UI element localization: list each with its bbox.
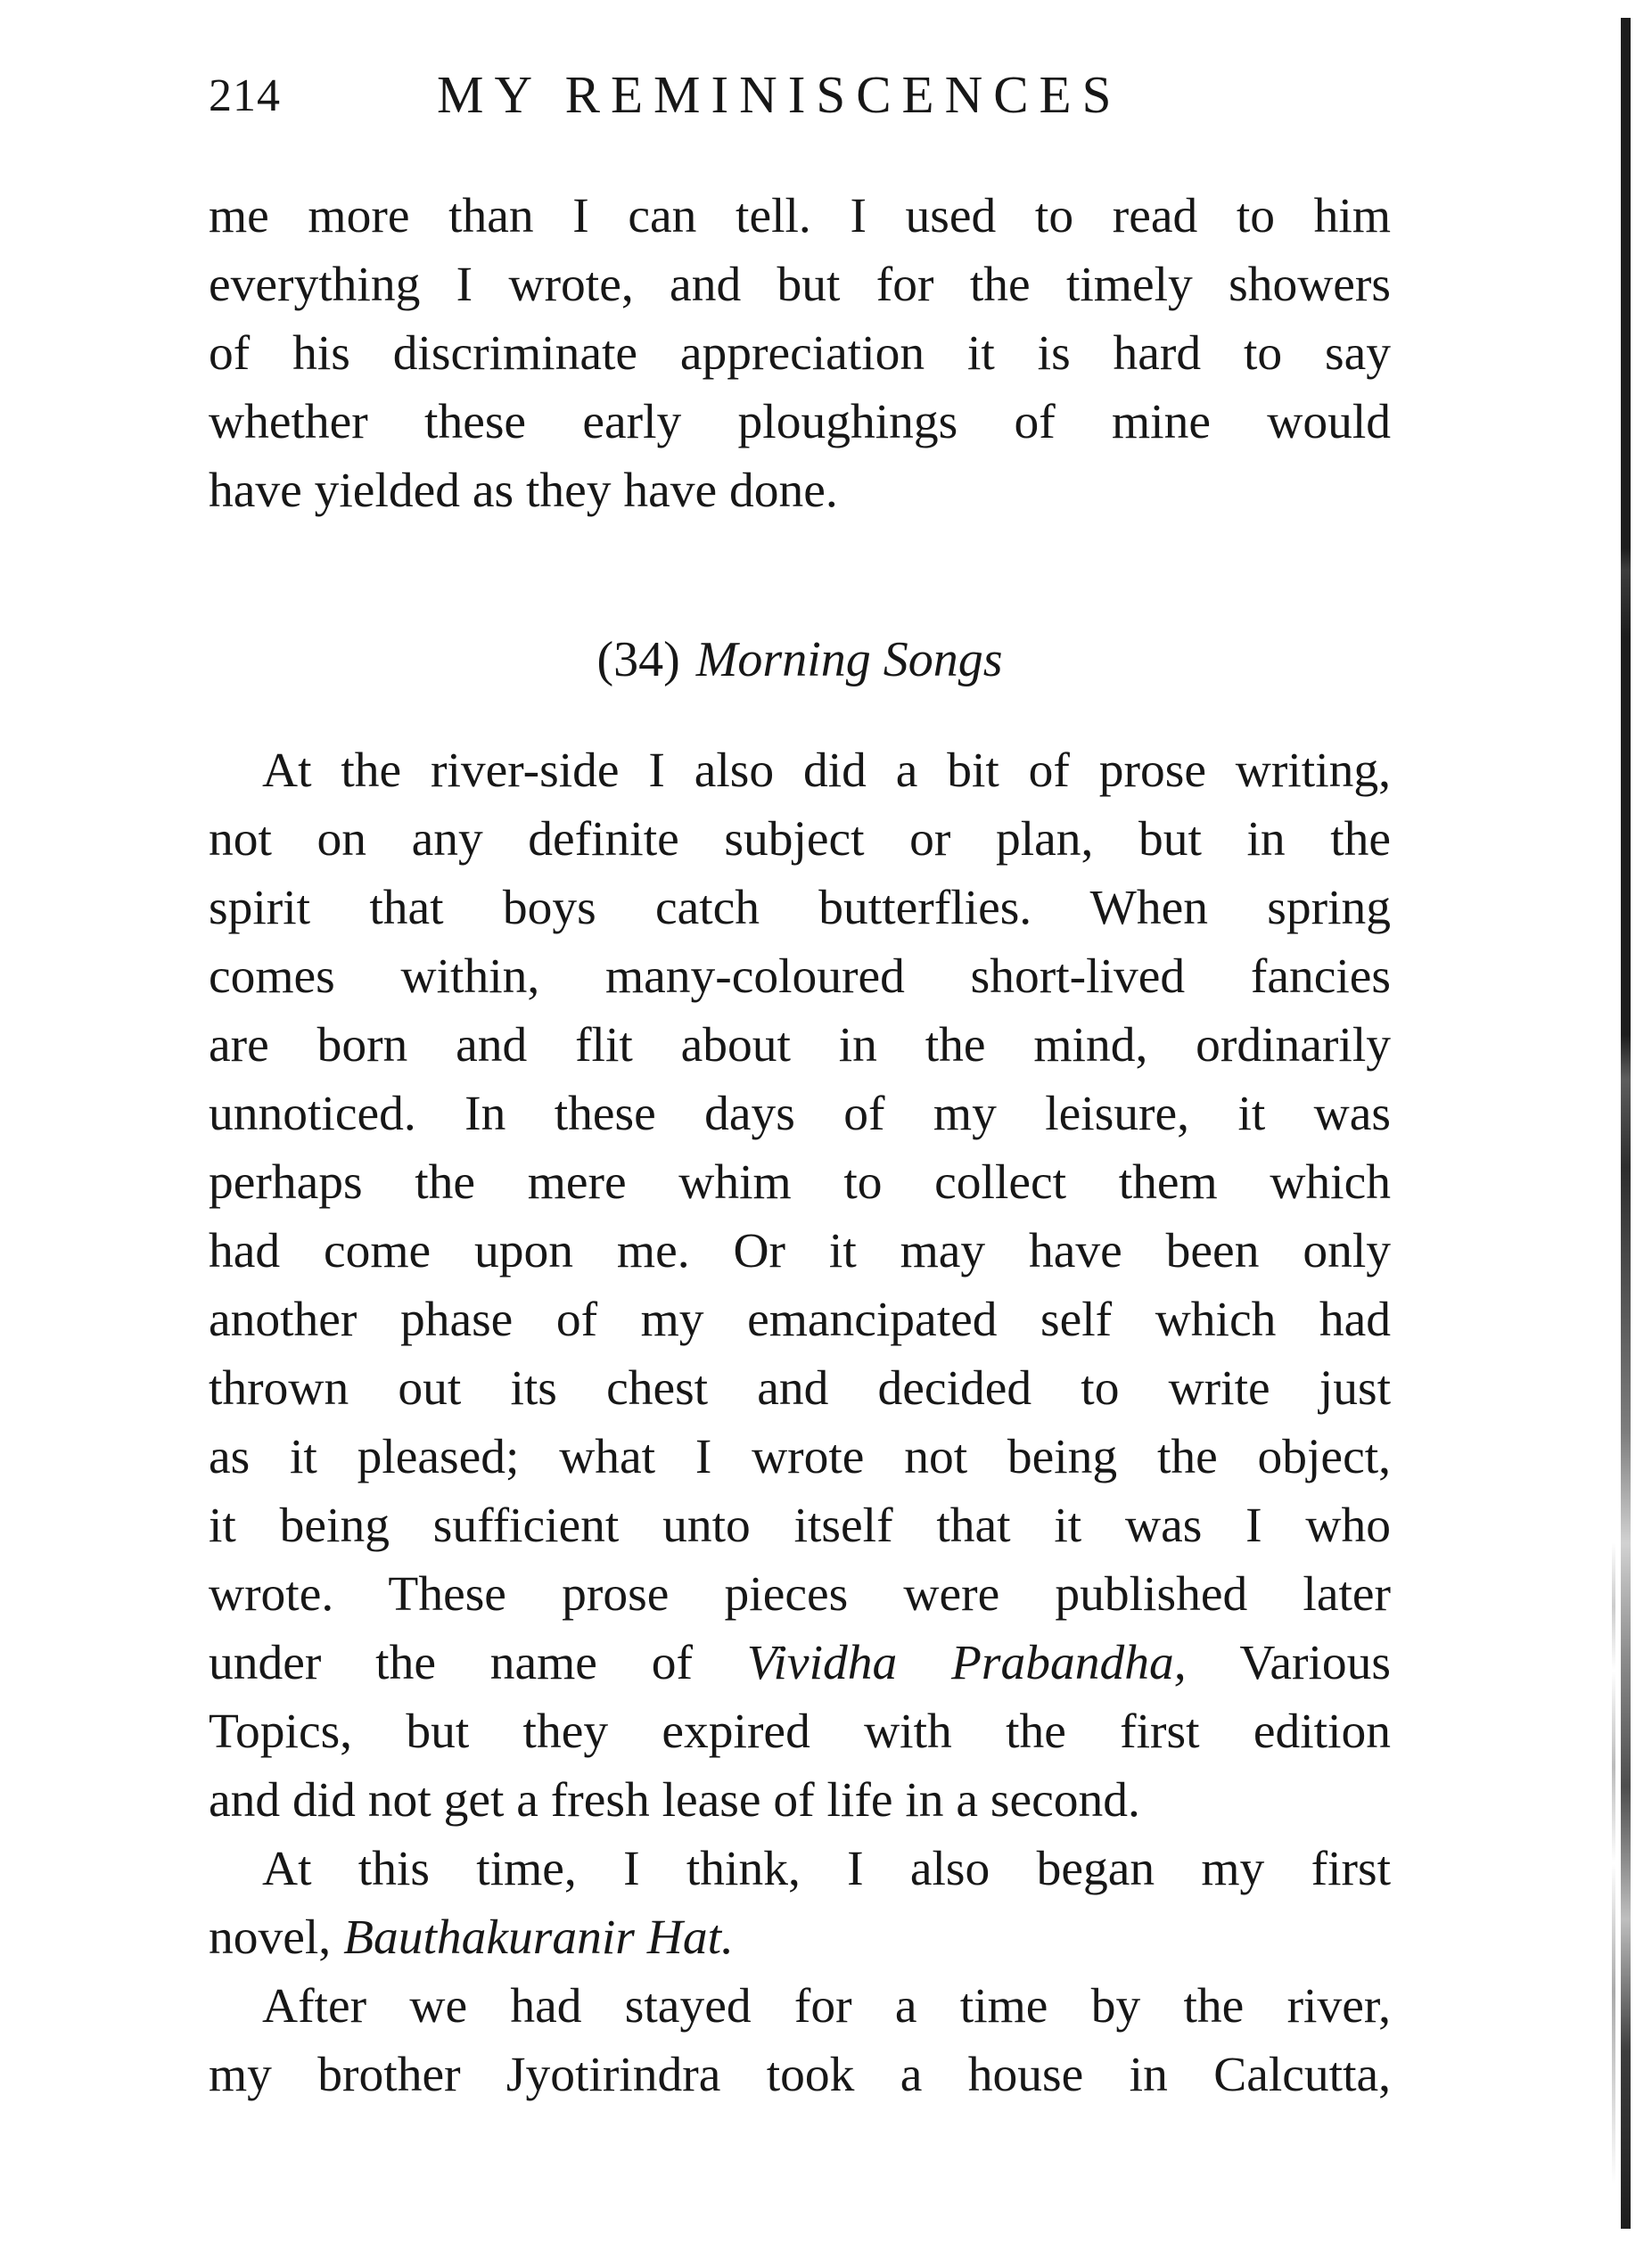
text-line: and did not get a fresh lease of life in a second. (209, 1773, 1140, 1828)
text-line: as it pleased; what I wrote not being the object, (209, 1430, 1391, 1484)
text-segment: novel, (209, 1910, 344, 1965)
text-line: At the river-side I also did a bit of prose writing, (262, 744, 1391, 798)
text-segment: under the name of (209, 1636, 747, 1690)
text-line: comes within, many-coloured short-lived fancies (209, 949, 1391, 1004)
text-line: whether these early ploughings of mine would (209, 395, 1391, 449)
text-line: another phase of my emancipated self which had (209, 1293, 1391, 1347)
text-line: At this time, I think, I also began my first (262, 1842, 1391, 1896)
page-number: 214 (209, 70, 281, 121)
text-line: had come upon me. Or it may have been only (209, 1224, 1391, 1278)
text-line: of his discriminate appreciation it is hard to say (209, 326, 1391, 381)
text-line: have yielded as they have done. (209, 464, 838, 518)
text-line: my brother Jyotirindra took a house in Calcutta, (209, 2048, 1391, 2102)
running-head (209, 64, 1394, 144)
text-line: me more than I can tell. I used to read to him (209, 189, 1391, 243)
text-line: perhaps the mere whim to collect them which (209, 1155, 1391, 1210)
scan-edge-mark (1621, 18, 1631, 2229)
section-number: (34) (596, 632, 680, 687)
text-line: thrown out its chest and decided to write just (209, 1361, 1391, 1416)
text-line: everything I wrote, and but for the timely showers (209, 258, 1391, 312)
text-line (209, 1911, 1391, 1965)
italic-title: Bauthakuranir Hat. (343, 1910, 734, 1965)
scan-edge-shadow (1612, 1542, 1615, 2184)
text-line: wrote. These prose pieces were published later (209, 1567, 1391, 1622)
text-segment: Various (1186, 1636, 1391, 1690)
text-line: After we had stayed for a time by the river, (262, 1979, 1391, 2033)
text-line: spirit that boys catch butterflies. When spring (209, 881, 1391, 935)
text-line: Topics, but they expired with the first edition (209, 1705, 1391, 1759)
text-line: not on any definite subject or plan, but in the (209, 812, 1391, 867)
text-line: it being sufficient unto itself that it was I who (209, 1499, 1391, 1553)
text-line: unnoticed. In these days of my leisure, it was (209, 1087, 1391, 1141)
section-heading (209, 631, 1391, 688)
section-title: Morning Songs (695, 632, 1003, 687)
text-line: are born and flit about in the mind, ordinarily (209, 1018, 1391, 1072)
italic-title: Vividha Prabandha, (746, 1636, 1187, 1690)
text-line (209, 1637, 1391, 1690)
book-title: MY REMINISCENCES (437, 65, 1122, 124)
